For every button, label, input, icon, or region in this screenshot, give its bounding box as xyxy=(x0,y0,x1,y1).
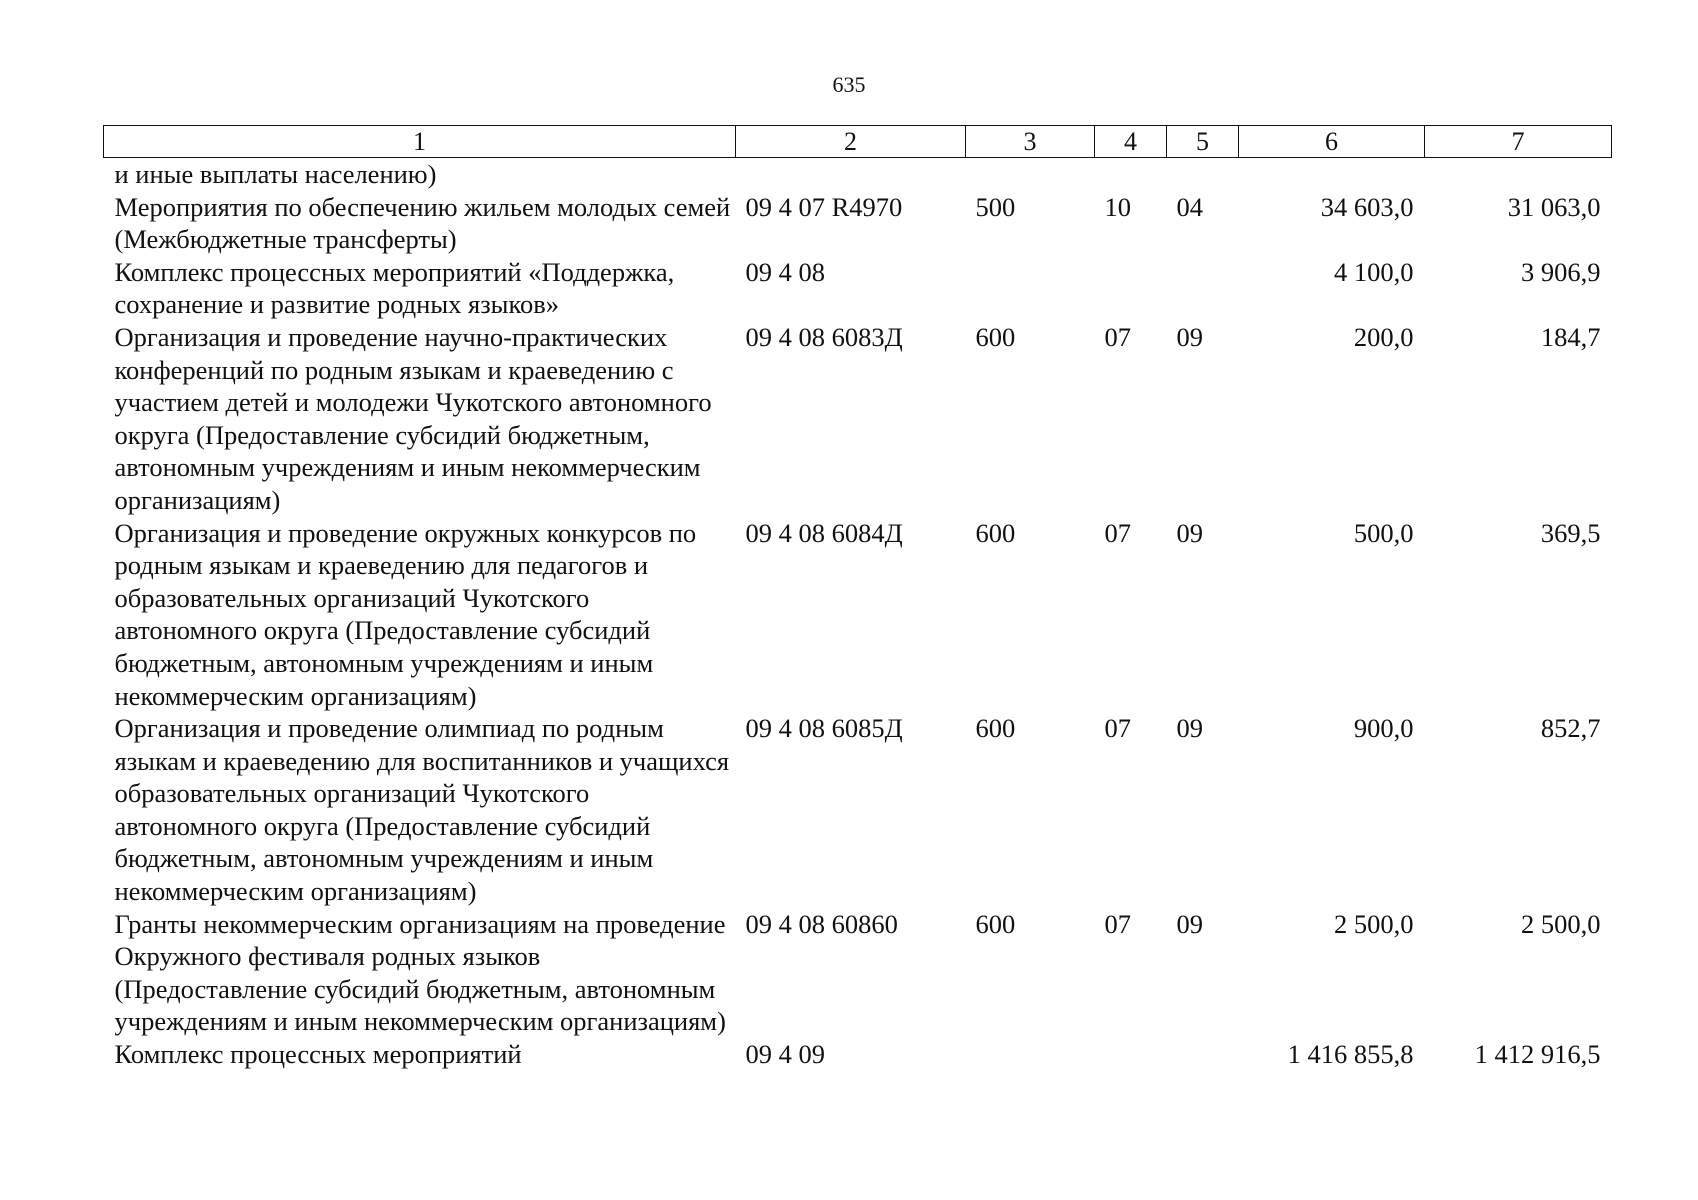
row-value-7: 184,7 xyxy=(1540,321,1601,352)
table-row xyxy=(104,191,1612,256)
row-col5: 09 xyxy=(1176,713,1203,744)
row-code xyxy=(736,158,966,191)
row-col4: 07 xyxy=(1104,321,1131,352)
column-header-6: 6 xyxy=(1239,126,1425,158)
row-col5: 04 xyxy=(1176,191,1203,222)
row-name: Мероприятия по обеспечению жильем молодых семей (Межбюджетные трансферты) xyxy=(114,191,731,255)
row-value-7: 1 412 916,5 xyxy=(1474,1039,1601,1070)
row-value-7: 852,7 xyxy=(1540,713,1601,744)
header-row xyxy=(104,126,1612,158)
row-value-7: 369,5 xyxy=(1540,517,1601,548)
row-value-6: 200,0 xyxy=(1353,321,1414,352)
row-code: 09 4 08 6084Д xyxy=(745,517,903,548)
row-col3: 600 xyxy=(975,321,1016,352)
table-row xyxy=(104,158,1612,191)
row-col3 xyxy=(966,1038,1095,1071)
row-col5: 09 xyxy=(1176,517,1203,548)
row-col5 xyxy=(1167,158,1239,191)
table-row xyxy=(104,517,1612,713)
row-col5 xyxy=(1167,1038,1239,1071)
row-name: Организация и проведение окружных конкурсов по родным языкам и краеведению для педагогов и образовательных организаций Чукотского автономного округа (Предоставление субсидий бюджетным, автономным учреждениям и иным некоммерческим организациям) xyxy=(114,517,697,711)
row-name: Комплекс процессных мероприятий xyxy=(114,1039,522,1070)
row-name: Гранты некоммерческим организациям на проведение Окружного фестиваля родных языков (Предоставление субсидий бюджетным, автономным учреждениям и иным некоммерческим организациям) xyxy=(114,908,726,1037)
row-col4 xyxy=(1095,256,1167,321)
row-value-6: 500,0 xyxy=(1353,517,1414,548)
row-value-7: 2 500,0 xyxy=(1521,908,1601,939)
table-row xyxy=(104,321,1612,517)
row-value-6 xyxy=(1239,158,1425,191)
row-col3: 600 xyxy=(975,908,1016,939)
row-value-7: 31 063,0 xyxy=(1507,191,1601,222)
row-code: 09 4 09 xyxy=(745,1039,825,1070)
row-name: Комплекс процессных мероприятий «Поддержка, сохранение и развитие родных языков» xyxy=(114,256,675,320)
row-col4 xyxy=(1095,158,1167,191)
row-col4: 07 xyxy=(1104,517,1131,548)
row-col3: 600 xyxy=(975,713,1016,744)
row-name: Организация и проведение олимпиад по родным языкам и краеведению для воспитанников и учащихся образовательных организаций Чукотского автономного округа (Предоставление субсидий бюджетным, автономным учреждениям и иным некоммерческим организациям) xyxy=(114,713,730,907)
row-col4: 07 xyxy=(1104,908,1131,939)
column-header-1: 1 xyxy=(104,126,736,158)
table-body xyxy=(104,158,1612,1071)
column-header-2: 2 xyxy=(736,126,966,158)
row-col5 xyxy=(1167,256,1239,321)
column-header-3: 3 xyxy=(966,126,1095,158)
row-value-6: 2 500,0 xyxy=(1334,908,1414,939)
row-code: 09 4 08 6085Д xyxy=(745,713,903,744)
row-col5: 09 xyxy=(1176,908,1203,939)
row-code: 09 4 08 6083Д xyxy=(745,321,903,352)
row-col3 xyxy=(966,256,1095,321)
row-code: 09 4 08 60860 xyxy=(745,908,898,939)
row-col3 xyxy=(966,158,1095,191)
row-code: 09 4 07 R4970 xyxy=(745,191,903,222)
column-header-4: 4 xyxy=(1095,126,1167,158)
table-row xyxy=(104,908,1612,1038)
table-row xyxy=(104,712,1612,908)
row-name: Организация и проведение научно-практических конференций по родным языкам и краеведению с участием детей и молодежи Чукотского автономного округа (Предоставление субсидий бюджетным, автономным учреждениям и иным некоммерческим организациям) xyxy=(114,321,712,515)
row-col5: 09 xyxy=(1176,321,1203,352)
row-value-6: 1 416 855,8 xyxy=(1287,1039,1414,1070)
page-number: 635 xyxy=(832,72,866,97)
row-value-7 xyxy=(1425,158,1612,191)
column-header-5: 5 xyxy=(1167,126,1239,158)
row-col4: 10 xyxy=(1104,191,1131,222)
row-value-6: 34 603,0 xyxy=(1320,191,1414,222)
row-value-6: 4 100,0 xyxy=(1334,256,1414,287)
row-col3: 600 xyxy=(975,517,1016,548)
table-header xyxy=(104,126,1612,158)
row-code: 09 4 08 xyxy=(745,256,825,287)
row-col3: 500 xyxy=(975,191,1016,222)
row-col4: 07 xyxy=(1104,713,1131,744)
row-name: и иные выплаты населению) xyxy=(114,159,437,189)
row-col4 xyxy=(1095,1038,1167,1071)
table-row xyxy=(104,1038,1612,1071)
table-row xyxy=(104,256,1612,321)
row-value-6: 900,0 xyxy=(1353,713,1414,744)
column-header-7: 7 xyxy=(1425,126,1612,158)
budget-table xyxy=(103,125,1612,1071)
row-value-7: 3 906,9 xyxy=(1521,256,1601,287)
